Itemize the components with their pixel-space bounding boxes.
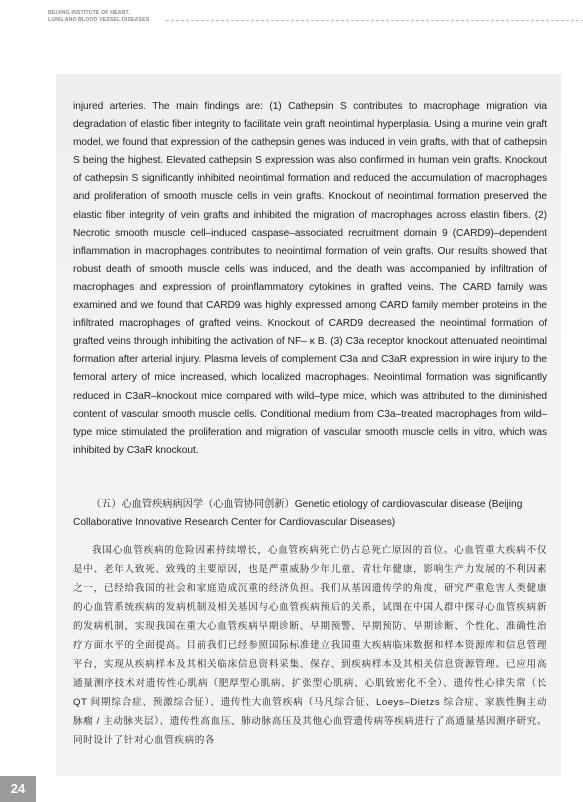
- english-paragraph: injured arteries. The main findings are: (1) Cathepsin S contributes to macrophage migration via degradation of elastic fiber integrity to facilitate vein graft neointimal hyperplasia. Using a murine vein graft model, we found that expression of the cathepsin genes was induced in vein grafts, with that of cathepsin S being the highest. Elevated cathepsin S expression was also confirmed in human vein grafts. Knockout of cathepsin S significantly inhibited neointimal formation and reduced the accumulation of macrophages and proliferation of smooth muscle cells in vein grafts. Knockout of neointimal formation preserved the elastic fiber integrity of vein grafts and inhibited the migration of macrophages across elastin fibers. (2) Necrotic smooth muscle cell–induced caspase–associated recruitment domain 9 (CARD9)–dependent inflammation in macrophages contributes to neointimal formation of vein grafts. Our results showed that robust death of smooth muscle cells was induced, and the death was accompanied by infiltration of macrophages and expression of proinflammatory cytokines in grafted veins. The CARD family was examined and we found that CARD9 was highly expressed among CARD family member proteins in the infiltrated macrophages of grafted veins. Knockout of CARD9 decreased the neointimal formation of grafted veins through inhibiting the activation of NF– κ B. (3) C3a receptor knockout attenuated neointimal formation after arterial injury. Plasma levels of complement C3a and C3aR expression in wire injury to the femoral artery of mice increased, which localized macrophages. Neointimal formation was significantly reduced in C3aR–knockout mice compared with wild–type mice, which was attributed to the diminished content of vascular smooth muscle cells. Conditional medium from C3a–treated macrophages from wild–type mice stimulated the proliferation and migration of vascular smooth muscle cells in vitro, which was inhibited by C3aR knockout.: [73, 101, 547, 456]
- running-header: [48, 10, 548, 34]
- section-heading: [73, 496, 547, 533]
- section-heading-line-1: （五）心血管疾病病因学（心血管协同创新）Genetic etiology of cardiovascular disease (Beijing: [91, 499, 523, 510]
- header-institute-line-1: BEIJING INSTITUTE OF HEART,: [48, 10, 130, 16]
- header-divider: [166, 20, 583, 21]
- page-number: 24: [0, 776, 36, 802]
- header-institute-line-2: LUNG AND BLOOD VESSEL DISEASES: [48, 16, 150, 23]
- chinese-paragraph: 我国心血管疾病的危险因素持续增长，心血管疾病死亡仍占总死亡原因的首位。心血管重大疾病不仅是中、老年人致死、致残的主要原因，也是严重威胁少年儿童、青壮年健康，影响生产力发展的不利因素之一，已经给我国的社会和家庭造成沉重的经济负担。我们从基因遗传学的角度，研究严重危害人类健康的心血管系统疾病的发病机制及相关基因与心血管疾病预后的关系，试图在中国人群中探寻心血管疾病新的发病机制，实现我国在重大心血管疾病早期诊断、早期预警、早期预防、早期诊断、个性化、准确性治疗方面水平的全面提高。目前我们已经参照国际标准建立我国重大疾病临床数据和样本资源库和信息管理平台，实现从疾病样本及其相关临床信息资料采集、保存、到疾病样本及其相关信息资源管理。已应用高通量测序技术对遗传性心肌病（肥厚型心肌病、扩张型心肌病、心肌致密化不全）、遗传性心律失常（长 QT 间期综合症、预激综合征）、遗传性大血管疾病（马凡综合征、Loeys–Dietzs 综合症、家族性胸主动脉瘤 / 主动脉夹层）、遗传性高血压、肺动脉高压及其他心血管遗传病等疾病进行了高通量基因测序研究。同时设计了针对心血管疾病的各: [73, 545, 547, 746]
- english-body-text: [73, 98, 547, 460]
- section-heading-line-2: Collaborative Innovative Research Center for Cardiovascular Diseases): [73, 517, 396, 529]
